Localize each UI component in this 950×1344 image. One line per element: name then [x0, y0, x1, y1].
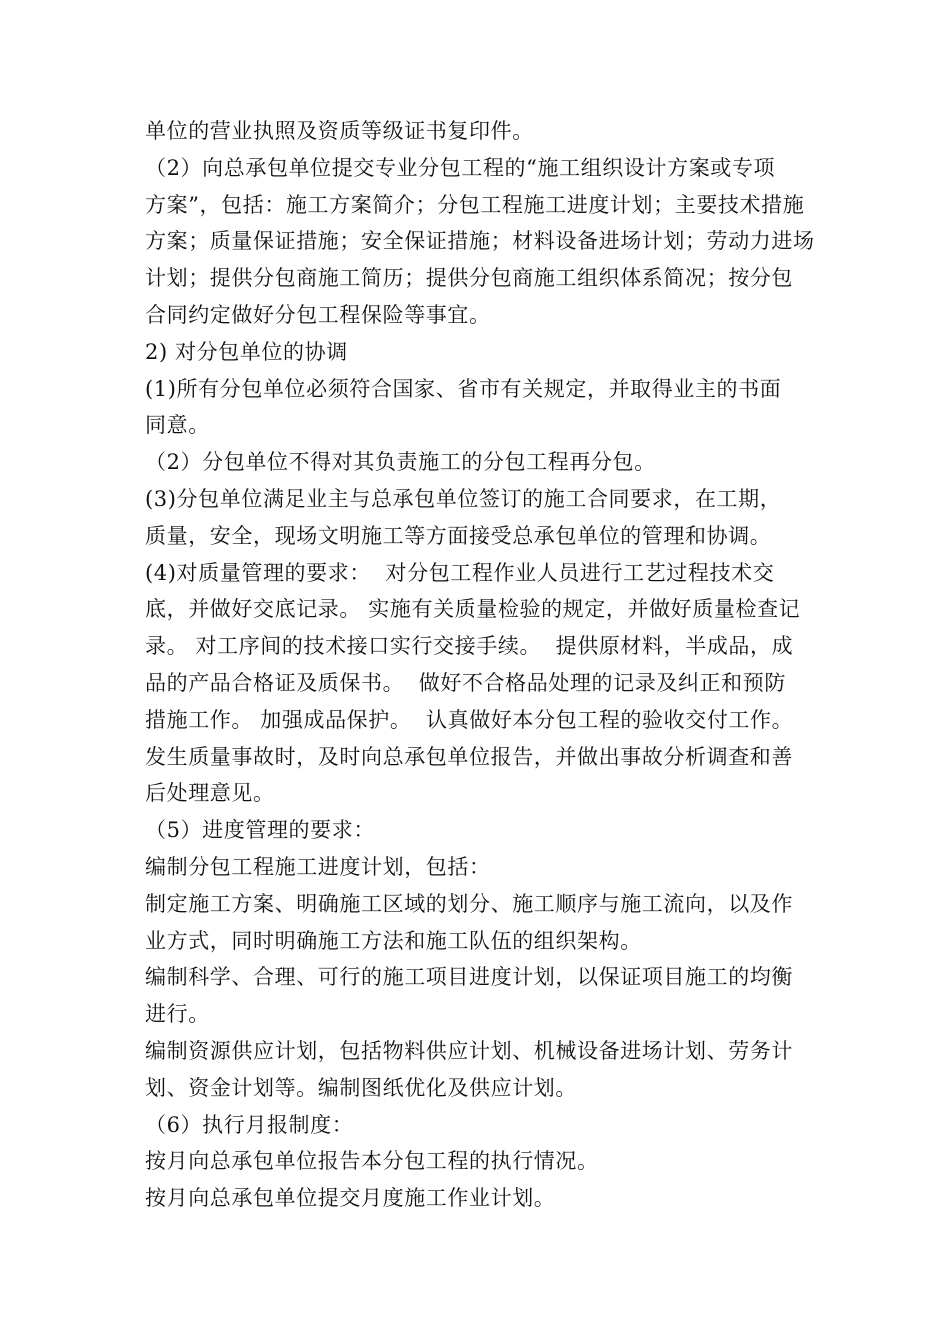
- text-line: 后处理意见。: [145, 781, 275, 806]
- text-line: 措施工作。 加强成品保护。 认真做好本分包工程的验收交付工作。: [145, 707, 794, 732]
- section-heading: 2) 对分包单位的协调: [145, 339, 348, 364]
- text-line: 发生质量事故时，及时向总承包单位报告，并做出事故分析调查和善: [145, 744, 793, 769]
- text-line: （6）执行月报制度：: [145, 1112, 354, 1137]
- text-line: 计划；提供分包商施工简历；提供分包商施工组织体系简况；按分包: [145, 266, 793, 291]
- text-line: 合同约定做好分包工程保险等事宜。: [145, 302, 491, 327]
- text-line: 底，并做好交底记录。 实施有关质量检验的规定，并做好质量检查记: [145, 597, 801, 622]
- text-line: 按月向总承包单位提交月度施工作业计划。: [145, 1186, 556, 1211]
- text-line: 编制科学、合理、可行的施工项目进度计划，以保证项目施工的均衡: [145, 965, 793, 990]
- text-line: 按月向总承包单位报告本分包工程的执行情况。: [145, 1149, 599, 1174]
- text-line: 编制分包工程施工进度计划，包括：: [145, 854, 491, 879]
- text-line: （5）进度管理的要求：: [145, 818, 375, 843]
- text-line: 进行。: [145, 1002, 210, 1027]
- text-line: 方案；质量保证措施；安全保证措施；材料设备进场计划；劳动力进场: [145, 229, 815, 254]
- text-line: 质量，安全，现场文明施工等方面接受总承包单位的管理和协调。: [145, 523, 772, 548]
- text-line: (1)所有分包单位必须符合国家、省市有关规定，并取得业主的书面: [145, 376, 782, 401]
- text-line: 品的产品合格证及质保书。 做好不合格品处理的记录及纠正和预防: [145, 670, 786, 695]
- text-line: （2）分包单位不得对其负责施工的分包工程再分包。: [145, 450, 656, 475]
- text-line: 划、资金计划等。编制图纸优化及供应计划。: [145, 1075, 577, 1100]
- text-line: 方案”，包括：施工方案简介；分包工程施工进度计划；主要技术措施: [145, 192, 805, 217]
- text-line: （2）向总承包单位提交专业分包工程的“施工组织设计方案或专项: [145, 155, 776, 180]
- text-line: (3)分包单位满足业主与总承包单位签订的施工合同要求，在工期，: [145, 486, 782, 511]
- text-line: (4)对质量管理的要求： 对分包工程作业人员进行工艺过程技术交: [145, 560, 775, 585]
- text-line: 同意。: [145, 413, 210, 438]
- text-line: 业方式，同时明确施工方法和施工队伍的组织架构。: [145, 928, 642, 953]
- text-line: 单位的营业执照及资质等级证书复印件。: [145, 119, 534, 143]
- text-line: 录。 对工序间的技术接口实行交接手续。 提供原材料，半成品，成: [145, 634, 794, 659]
- text-line: 编制资源供应计划，包括物料供应计划、机械设备进场计划、劳务计: [145, 1038, 793, 1063]
- document-body: [145, 113, 815, 1217]
- text-line: 制定施工方案、明确施工区域的划分、施工顺序与施工流向，以及作: [145, 891, 793, 916]
